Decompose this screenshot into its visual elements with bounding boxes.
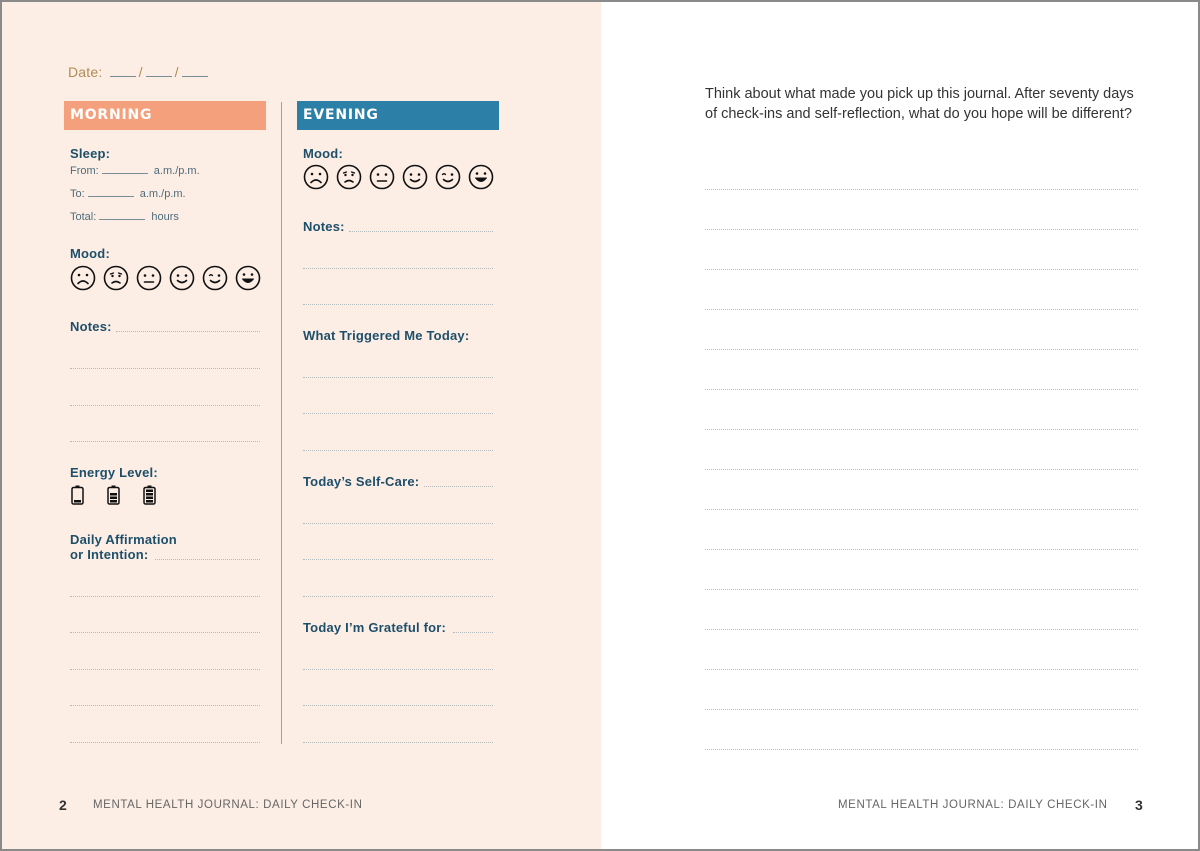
neutral-face-icon[interactable] [136,265,162,291]
big-smile-face-icon[interactable] [468,164,494,190]
total-blank[interactable] [99,219,145,220]
morning-header: MORNING [64,101,266,130]
grateful-label: Today I’m Grateful for: [303,620,447,635]
triggered-line[interactable] [303,377,493,378]
writing-line[interactable] [705,749,1138,750]
evening-notes-line[interactable] [303,304,493,305]
slight-smile-face-icon[interactable] [402,164,428,190]
wink-face-icon[interactable] [435,164,461,190]
affirmation-line[interactable] [70,632,260,633]
battery-full-icon[interactable] [143,485,156,505]
ampm-label: a.m./p.m. [139,188,186,200]
grateful-line[interactable] [303,669,493,670]
grateful-line[interactable] [303,705,493,706]
selfcare-label: Today’s Self-Care: [303,474,420,489]
writing-line[interactable] [705,349,1138,350]
morning-notes-line[interactable] [116,331,260,332]
writing-line[interactable] [705,189,1138,190]
from-label: From: [70,165,99,177]
date-field[interactable] [68,64,211,80]
selfcare-line[interactable] [303,559,493,560]
date-month-blank[interactable] [110,76,136,77]
writing-line[interactable] [705,629,1138,630]
slight-smile-face-icon[interactable] [169,265,195,291]
writing-line[interactable] [705,309,1138,310]
battery-medium-icon[interactable] [107,485,120,505]
battery-low-icon[interactable] [71,485,84,505]
triggered-line[interactable] [303,450,493,451]
affirmation-line[interactable] [155,559,260,560]
very-sad-face-icon[interactable] [70,265,96,291]
selfcare-line[interactable] [424,486,493,487]
sleep-total-row[interactable] [70,211,179,223]
date-day-blank[interactable] [146,76,172,77]
writing-line[interactable] [705,669,1138,670]
evening-mood-scale[interactable] [303,164,501,190]
writing-line[interactable] [705,469,1138,470]
evening-notes-line[interactable] [303,268,493,269]
affirmation-label-line2: or Intention: [70,547,149,562]
neutral-face-icon[interactable] [369,164,395,190]
selfcare-line[interactable] [303,523,493,524]
affirmation-line[interactable] [70,742,260,743]
morning-notes-line[interactable] [70,441,260,442]
evening-header: EVENING [297,101,499,130]
footer-right: MENTAL HEALTH JOURNAL: DAILY CHECK-IN [838,799,1108,811]
selfcare-line[interactable] [303,596,493,597]
sleep-from-row[interactable] [70,165,200,177]
evening-notes-label: Notes: [303,219,345,234]
affirmation-line[interactable] [70,669,260,670]
left-page [2,2,601,851]
very-sad-face-icon[interactable] [303,164,329,190]
affirmation-label-line1: Daily Affirmation [70,532,177,547]
wink-face-icon[interactable] [202,265,228,291]
triggered-label: What Triggered Me Today: [303,328,470,343]
date-slash: / [138,64,143,80]
affirmation-line[interactable] [70,705,260,706]
to-label: To: [70,188,85,200]
evening-mood-label: Mood: [303,146,343,161]
date-label: Date: [68,64,103,80]
column-divider [281,102,282,744]
affirmation-line[interactable] [70,596,260,597]
writing-line[interactable] [705,389,1138,390]
total-label: Total: [70,211,97,223]
evening-notes-line[interactable] [349,231,493,232]
morning-mood-scale[interactable] [70,265,268,291]
sleep-to-row[interactable] [70,188,186,200]
energy-level-label: Energy Level: [70,465,158,480]
sad-face-icon[interactable] [103,265,129,291]
to-blank[interactable] [88,196,134,197]
footer-left: MENTAL HEALTH JOURNAL: DAILY CHECK-IN [93,799,363,811]
writing-line[interactable] [705,429,1138,430]
morning-mood-label: Mood: [70,246,110,261]
ampm-label: a.m./p.m. [153,165,200,177]
writing-line[interactable] [705,269,1138,270]
page-number-right: 3 [1135,797,1143,813]
from-blank[interactable] [102,173,148,174]
energy-level-scale[interactable] [71,485,179,505]
grateful-line[interactable] [303,742,493,743]
date-year-blank[interactable] [182,76,208,77]
writing-line[interactable] [705,549,1138,550]
triggered-line[interactable] [303,413,493,414]
writing-line[interactable] [705,229,1138,230]
journal-prompt: Think about what made you pick up this journal. After seventy days of check-ins and self-reflection, what do you hope will be different? [705,86,1134,122]
hours-label: hours [151,211,179,223]
writing-line[interactable] [705,509,1138,510]
morning-notes-label: Notes: [70,319,112,334]
page-number-left: 2 [59,797,67,813]
big-smile-face-icon[interactable] [235,265,261,291]
date-slash: / [174,64,179,80]
grateful-line[interactable] [453,632,493,633]
sad-face-icon[interactable] [336,164,362,190]
writing-line[interactable] [705,589,1138,590]
writing-line[interactable] [705,709,1138,710]
morning-notes-line[interactable] [70,405,260,406]
sleep-label: Sleep: [70,146,111,161]
morning-notes-line[interactable] [70,368,260,369]
